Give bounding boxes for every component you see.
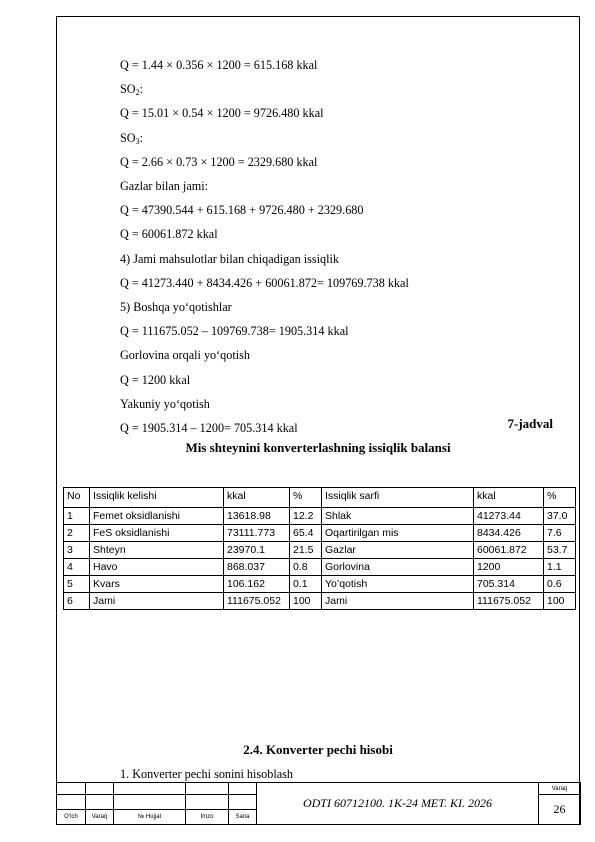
calc-line: Q = 2.66 × 0.73 × 1200 = 2329.680 kkal [120, 154, 318, 169]
income-item: Femet oksidlanishi [90, 508, 224, 525]
header-no: No [64, 488, 90, 508]
row-number: 2 [64, 525, 90, 542]
table-row [64, 542, 576, 559]
header-income: Issiqlik kelishi [90, 488, 224, 508]
calc-line: Yakuniy yo‘qotish [120, 396, 210, 411]
calc-line: Gazlar bilan jami: [120, 179, 208, 193]
row-number: 6 [64, 593, 90, 610]
income-kkal: 13618.98 [224, 508, 290, 525]
section-title: 2.4. Konverter pechi hisobi [243, 742, 393, 757]
table-row [64, 508, 576, 525]
table-row [64, 593, 576, 610]
expense-percent: 100 [544, 593, 576, 610]
expense-kkal: 705.314 [474, 576, 544, 593]
expense-item: Shlak [322, 508, 474, 525]
calc-line: $SO_2$: [120, 82, 143, 98]
income-percent: 65.4 [290, 525, 322, 542]
varaq-label: Varaq [539, 783, 581, 795]
stamp-label-hujjat: № Hujjat [114, 809, 186, 824]
expense-item: Jami [322, 593, 474, 610]
expense-percent: 7.6 [544, 525, 576, 542]
header-expense: Issiqlik sarfi [322, 488, 474, 508]
calc-line: Q = 15.01 × 0.54 × 1200 = 9726.480 kkal [120, 106, 324, 121]
stamp-label-imzo: Imzo [186, 809, 229, 824]
expense-percent: 37.0 [544, 508, 576, 525]
calc-line: Q = 1905.314 – 1200= 705.314 kkal [120, 421, 298, 435]
table-row [64, 559, 576, 576]
income-percent: 21.5 [290, 542, 322, 559]
table-header-row [64, 488, 576, 508]
expense-percent: 53.7 [544, 542, 576, 559]
expense-item: Yo’qotish [322, 576, 474, 593]
row-number: 3 [64, 542, 90, 559]
expense-kkal: 41273.44 [474, 508, 544, 525]
stamp-label-varaq: Varaq [86, 809, 114, 824]
calc-line: Q = 1200 kkal [120, 372, 191, 387]
row-number: 1 [64, 508, 90, 525]
income-percent: 100 [290, 593, 322, 610]
header-expense-percent: % [544, 488, 576, 508]
expense-kkal: 8434.426 [474, 525, 544, 542]
stamp-label-sana: Sana [229, 809, 257, 824]
income-kkal: 106.162 [224, 576, 290, 593]
table-row [64, 576, 576, 593]
table-title: Mis shteynini konverterlashning issiqlik balansi [185, 440, 451, 455]
calc-line: Q = 60061.872 kkal [120, 227, 218, 242]
row-number: 5 [64, 576, 90, 593]
income-kkal: 868.037 [224, 559, 290, 576]
income-percent: 0.8 [290, 559, 322, 576]
heat-balance-table [63, 487, 576, 610]
income-item: Kvars [90, 576, 224, 593]
header-expense-kkal: kkal [474, 488, 544, 508]
calc-line: Q = 1.44 × 0.356 × 1200 = 615.168 kkal [120, 58, 318, 72]
subsection-line: 1. Konverter pechi sonini hisoblash [120, 767, 293, 781]
income-kkal: 73111.773 [224, 525, 290, 542]
income-item: Havo [90, 559, 224, 576]
calc-line: 4) Jami mahsulotlar bilan chiqadigan issiqlik [120, 251, 340, 266]
expense-percent: 1.1 [544, 559, 576, 576]
calc-line: Gorlovina orqali yo‘qotish [120, 348, 250, 363]
expense-kkal: 111675.052 [474, 593, 544, 610]
calc-line: Q = 41273.440 + 8434.426 + 60061.872= 109769.738 kkal [120, 275, 409, 290]
calc-line: $SO_3$: [120, 130, 143, 146]
income-percent: 12.2 [290, 508, 322, 525]
header-income-percent: % [290, 488, 322, 508]
calc-line: 5) Boshqa yo‘qotishlar [120, 300, 232, 314]
calc-line: Q = 47390.544 + 615.168 + 9726.480 + 2329.680 [120, 203, 364, 218]
stamp-label-olch: O‘lch [57, 809, 86, 824]
expense-kkal: 60061.872 [474, 542, 544, 559]
income-percent: 0.1 [290, 576, 322, 593]
income-item: Jami [90, 593, 224, 610]
page-number: 26 [539, 795, 581, 825]
income-item: FeS oksidlanishi [90, 525, 224, 542]
document-code: ODTI 60712100. 1K-24 MET. KI. 2026 [257, 783, 539, 825]
title-block-stamp [56, 782, 581, 825]
expense-item: Oqartirilgan mis [322, 525, 474, 542]
expense-percent: 0.6 [544, 576, 576, 593]
table-row [64, 525, 576, 542]
table-label: 7-jadval [507, 416, 553, 431]
income-kkal: 111675.052 [224, 593, 290, 610]
expense-item: Gazlar [322, 542, 474, 559]
expense-kkal: 1200 [474, 559, 544, 576]
income-kkal: 23970.1 [224, 542, 290, 559]
row-number: 4 [64, 559, 90, 576]
table-body [64, 508, 576, 610]
header-income-kkal: kkal [224, 488, 290, 508]
expense-item: Gorlovina [322, 559, 474, 576]
income-item: Shteyn [90, 542, 224, 559]
calc-line: Q = 111675.052 – 109769.738= 1905.314 kkal [120, 324, 349, 339]
